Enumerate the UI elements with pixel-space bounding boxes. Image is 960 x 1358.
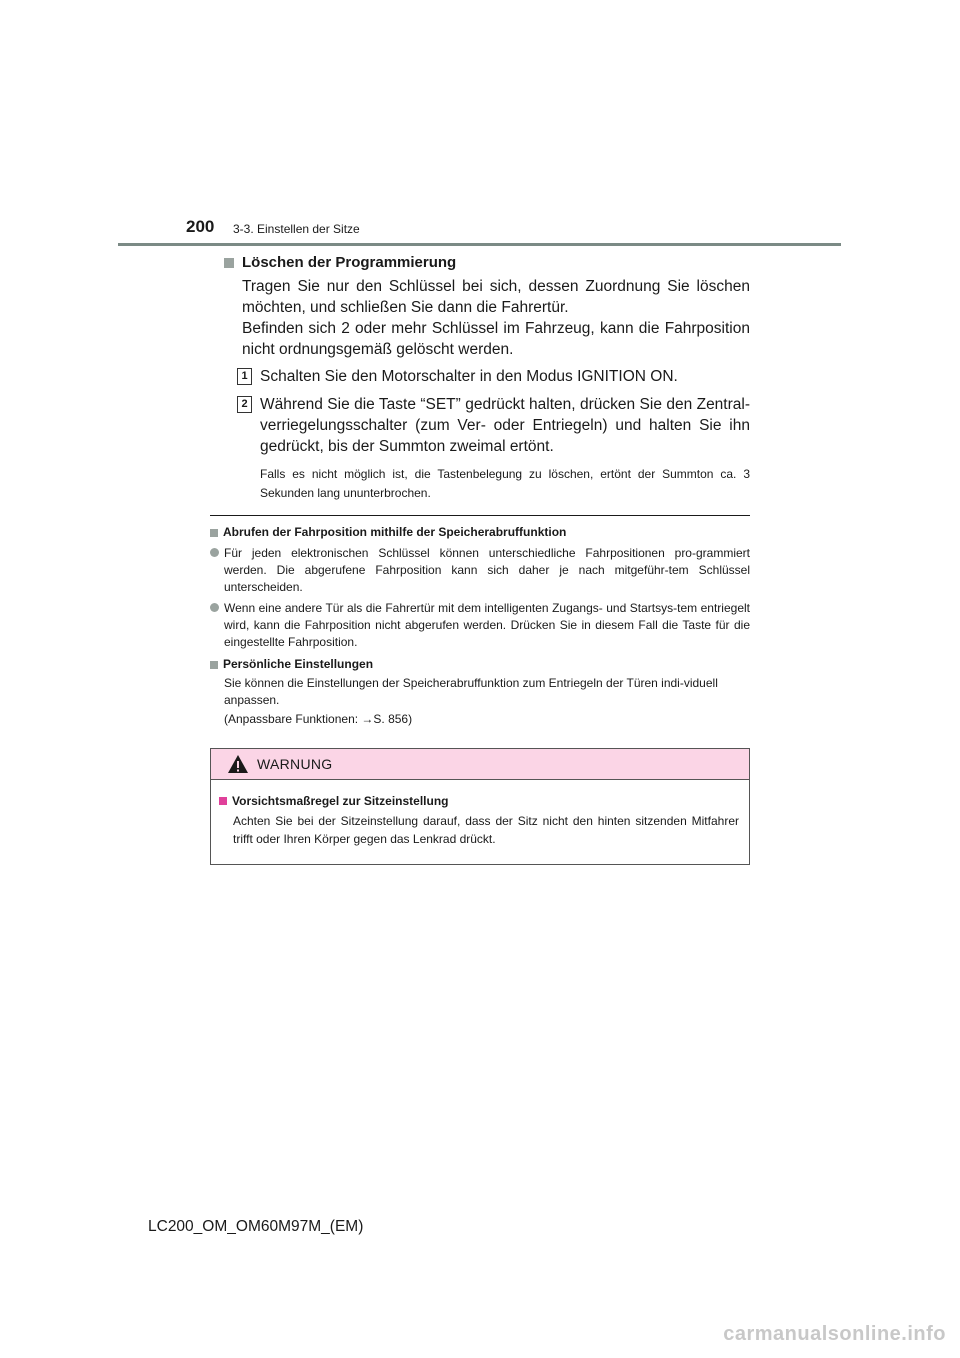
step-number-badge: 2 [237, 396, 252, 413]
square-bullet-icon [224, 258, 234, 268]
step-2 [241, 394, 750, 457]
page-content [210, 254, 750, 865]
square-bullet-icon [210, 529, 218, 537]
section-title: 3-3. Einstellen der Sitze [233, 222, 360, 236]
intro-paragraph: Tragen Sie nur den Schlüssel bei sich, dessen Zuordnung Sie löschen möchten, und schließen Sie dann die Fahrertür. [242, 278, 750, 316]
square-bullet-icon [210, 661, 218, 669]
note-bullet-text: Für jeden elektronischen Schlüssel können unterschiedliche Fahrpositionen pro-grammiert werden. Die abgerufene Fahrposition kann sich daher je nach mitgeführ-tem Schlüssel unterscheiden. [224, 546, 750, 594]
note-bullet [224, 600, 750, 651]
section-divider [210, 515, 750, 516]
footer-code: LC200_OM_OM60M97M_(EM) [148, 1218, 364, 1235]
page-number: 200 [186, 217, 215, 236]
step-1 [241, 366, 750, 387]
warning-heading [219, 792, 739, 810]
note-heading [210, 524, 750, 541]
square-bullet-icon [219, 797, 227, 805]
note-heading-text: Persönliche Einstellungen [223, 657, 374, 671]
notes-section [210, 524, 750, 728]
note-heading [210, 656, 750, 673]
watermark: carmanualsonline.info [723, 1323, 946, 1345]
note-bullet [224, 545, 750, 596]
circle-bullet-icon [210, 548, 219, 557]
warning-box [210, 748, 750, 865]
note-bullet-text: Wenn eine andere Tür als die Fahrertür mit dem intelligenten Zugangs- und Startsys-tem entriegelt wird, kann die Fahrposition nicht abgerufen werden. Drücken Sie in diesem Fall die Taste für die eingestellte Fahrposition. [224, 601, 750, 649]
circle-bullet-icon [210, 603, 219, 612]
step-text: Schalten Sie den Motorschalter in den Modus IGNITION ON. [260, 368, 678, 385]
note-body: Sie können die Einstellungen der Speicherabruffunktion zum Entriegeln der Türen indi-viduell anpassen. [224, 676, 718, 707]
main-heading [224, 254, 750, 271]
step-text: Während Sie die Taste “SET” gedrückt halten, drücken Sie den Zentral-verriegelungsschalter (zum Ver- oder Entriegeln) und halten Sie ihn gedrückt, bis der Summton zweimal ertönt. [260, 396, 750, 455]
note-heading-text: Abrufen der Fahrposition mithilfe der Speicherabruffunktion [223, 525, 567, 539]
warning-text: Achten Sie bei der Sitzeinstellung darauf, dass der Sitz nicht den hinten sitzenden Mitfahrer trifft oder Ihren Körper gegen das Lenkrad drückt. [233, 814, 739, 846]
step-number-badge: 1 [237, 368, 252, 385]
step-note: Falls es nicht möglich ist, die Tastenbelegung zu löschen, ertönt der Summton ca. 3 Sekunden lang ununterbrochen. [260, 467, 750, 500]
note-reference: (Anpassbare Funktionen: →S. 856) [224, 712, 413, 726]
warning-header [211, 749, 749, 780]
warning-heading-text: Vorsichtsmaßregel zur Sitzeinstellung [232, 794, 449, 808]
main-heading-text: Löschen der Programmierung [242, 254, 457, 271]
header-rule [118, 243, 841, 246]
info-paragraph: Befinden sich 2 oder mehr Schlüssel im Fahrzeug, kann die Fahrposition nicht ordnungsgemäß gelöscht werden. [242, 320, 750, 358]
warning-body [211, 780, 749, 864]
warning-triangle-icon [227, 754, 249, 774]
warning-title: WARNUNG [257, 756, 333, 772]
